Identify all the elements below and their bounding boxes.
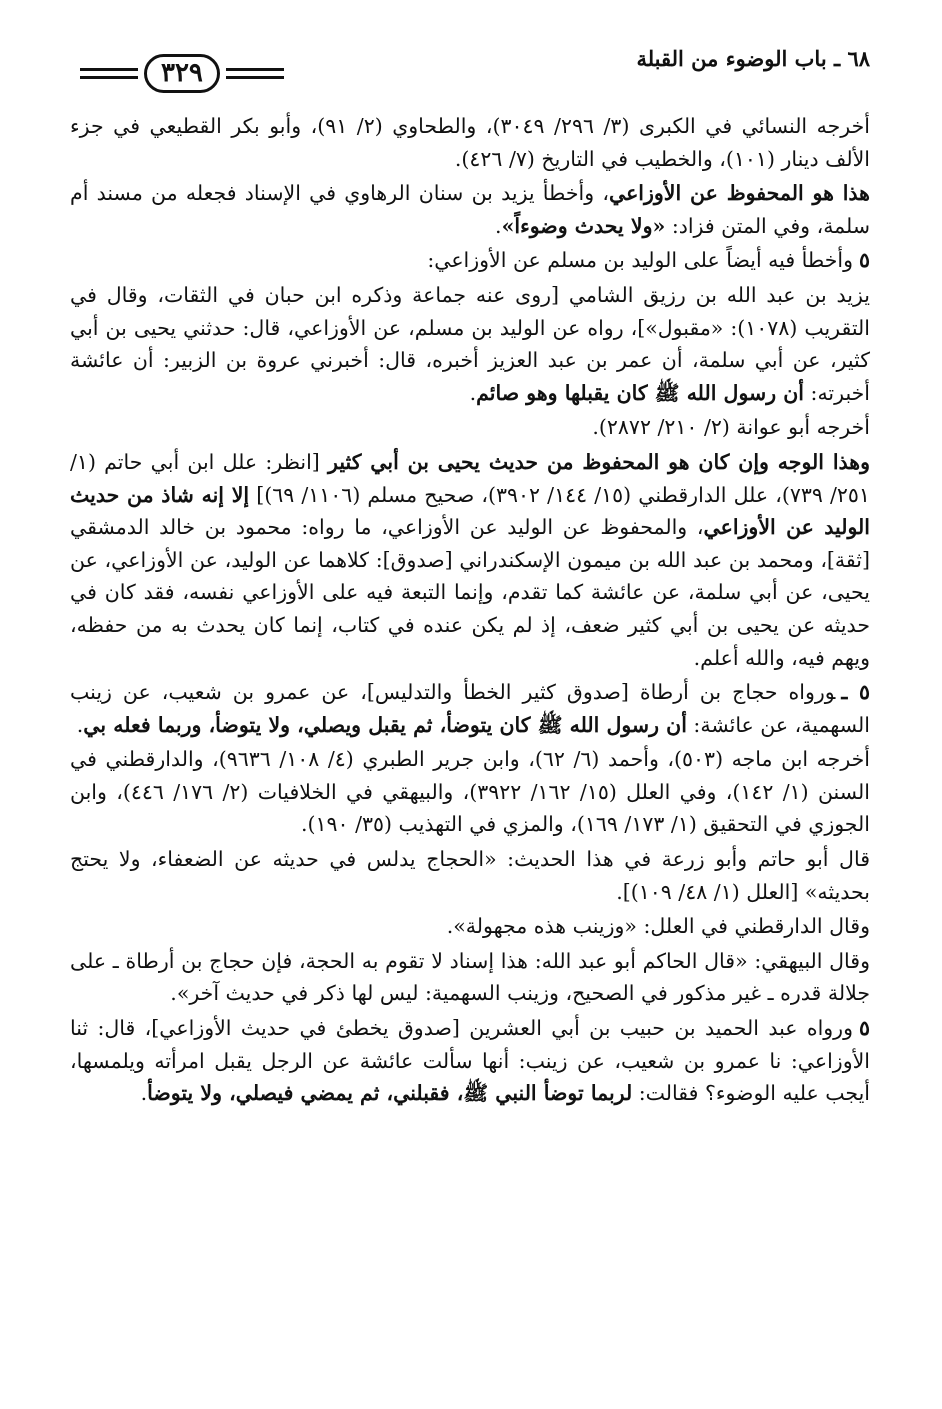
text-segment: . — [469, 380, 477, 405]
bold-text: لربما توضأ النبي ﷺ، فقبلني، ثم يمضي فيصلي، ولا يتوضأ — [147, 1081, 633, 1106]
paragraph-marker: ٥ — [858, 1016, 870, 1041]
page-number: ٣٢٩ — [144, 54, 220, 93]
paragraph — [70, 411, 870, 444]
bold-text: «ولا يحدث وضوءاً» — [501, 213, 666, 238]
paragraph-marker: ٥ ـ — [841, 680, 870, 705]
page-header — [70, 40, 870, 110]
right-rule — [226, 68, 284, 79]
text-segment: يزيد بن عبد الله بن رزيق الشامي [روى عنه جماعة وذكره ابن حبان في الثقات، وقال في التقريب (١٠٧٨): «مقبول»]، رواه عن الوليد بن مسلم، عن الأوزاعي، قال: حدثني يحيى بن أبي كثير، عن أبي سلمة، أن عمر بن عبد العزيز أخبره، قال: أخبرني عروة بن الزبير: أن عائشة أخبرته: — [70, 282, 870, 405]
left-rule — [80, 68, 138, 79]
page-number-ornament — [80, 54, 284, 93]
text-segment: . — [76, 712, 84, 737]
paragraph — [70, 676, 870, 741]
page-body — [70, 110, 870, 1110]
bold-text: أن رسول الله ﷺ كان يقبلها وهو صائم — [476, 380, 805, 405]
paragraph — [70, 743, 870, 841]
text-segment: وأخطأ فيه أيضاً على الوليد بن مسلم عن الأوزاعي: — [427, 248, 853, 273]
text-segment: وقال البيهقي: «قال الحاكم أبو عبد الله: هذا إسناد لا تقوم به الحجة، فإن حجاج بن أرطاة ـ على جلالة قدره ـ غير مذكور في الصحيح، وزينب السهمية: ليس لها ذكر في حديث آخر». — [70, 948, 870, 1006]
text-segment: . — [495, 213, 502, 238]
book-page — [70, 40, 870, 1110]
text-segment: أخرجه أبو عوانة (٢/ ٢١٠/ ٢٨٧٢). — [592, 415, 870, 440]
paragraph — [70, 1012, 870, 1110]
paragraph — [70, 244, 870, 277]
text-segment: قال أبو حاتم وأبو زرعة في هذا الحديث: «الحجاج يدلس في حديثه عن الضعفاء، ولا يحتج بحديثه» [العلل (١/ ٤٨/ ١٠٩)]. — [70, 847, 870, 904]
text-segment: ورواه حجاج بن أرطاة [صدوق كثير الخطأ والتدليس]، عن عمرو بن شعيب، عن زينب السهمية، عن عائشة: — [70, 680, 870, 737]
text-segment: أخرجه ابن ماجه (٥٠٣)، وأحمد (٦/ ٦٢)، وابن جرير الطبري (٤/ ١٠٨/ ٩٦٣٦)، والدارقطني في السنن (١/ ١٤٢)، وفي العلل (١٥/ ١٦٢/ ٣٩٢٢)، والبيهقي في الخلافيات (٢/ ١٧٦/ ٤٤٦)، وابن الجوزي في التحقيق (١/ ١٧٣/ ١٦٩)، والمزي في التهذيب (٣٥/ ١٩٠). — [70, 747, 871, 837]
bold-text: هذا هو المحفوظ عن الأوزاعي — [608, 181, 870, 206]
text-segment: . — [140, 1081, 148, 1106]
paragraph — [70, 945, 870, 1010]
paragraph — [70, 446, 870, 674]
text-segment: ورواه عبد الحميد بن حبيب بن أبي العشرين [صدوق يخطئ في حديث الأوزاعي]، قال: ثنا الأوزاعي: نا عمرو بن شعيب، عن زينب: أنها سألت عائشة عن الرجل يقبل امرأته ويلمسها، أيجب عليه الوضوء؟ فقالت: — [70, 1016, 870, 1106]
text-segment: ، والمحفوظ عن الوليد عن الأوزاعي، ما رواه: محمود بن خالد الدمشقي [ثقة]، ومحمد بن عبد الله بن ميمون الإسكندراني [صدوق]: كلاهما عن الوليد، عن الأوزاعي، عن يحيى، عن أبي سلمة، عن عائشة كما تقدم، وإنما التبعة فيه على الأوزاعي نفسه، فقد كان في حديثه عن يحيى بن أبي كثير ضعف، إذ لم يكن عنده في كتاب، إنما كان يحدث به من حفظه، ويهم فيه، والله أعلم. — [70, 515, 870, 670]
text-segment: ، وأخطأ يزيد بن سنان الرهاوي في الإسناد فجعله من مسند أم سلمة، وفي المتن فزاد: — [70, 181, 870, 238]
paragraph — [70, 279, 870, 409]
text-segment: أخرجه النسائي في الكبرى (٣/ ٢٩٦/ ٣٠٤٩)، والطحاوي (٢/ ٩١)، وأبو بكر القطيعي في جزء الألف دينار (١٠١)، والخطيب في التاريخ (٧/ ٤٢٦). — [70, 114, 870, 171]
paragraph — [70, 110, 870, 175]
bold-text: إلا إنه شاذ من حديث الوليد عن الأوزاعي — [70, 482, 870, 540]
paragraph-marker: ٥ — [858, 248, 870, 273]
paragraph — [70, 177, 870, 242]
text-segment: [انظر: علل ابن أبي حاتم (١/ ٢٥١/ ٧٣٩)، علل الدارقطني (١٥/ ١٤٤/ ٣٩٠٢)، صحيح مسلم (١١٠٦/ ٦٩)] — [70, 449, 870, 507]
bold-text: أن رسول الله ﷺ كان يتوضأ، ثم يقبل ويصلي، ولا يتوضأ، وربما فعله بي — [83, 712, 687, 737]
chapter-title: ٦٨ ـ باب الوضوء من القبلة — [636, 46, 870, 71]
paragraph — [70, 910, 870, 943]
paragraph — [70, 843, 870, 908]
bold-text: وهذا الوجه وإن كان هو المحفوظ من حديث يحيى بن أبي كثير — [328, 449, 871, 474]
text-segment: وقال الدارقطني في العلل: «وزينب هذه مجهولة». — [446, 914, 870, 939]
